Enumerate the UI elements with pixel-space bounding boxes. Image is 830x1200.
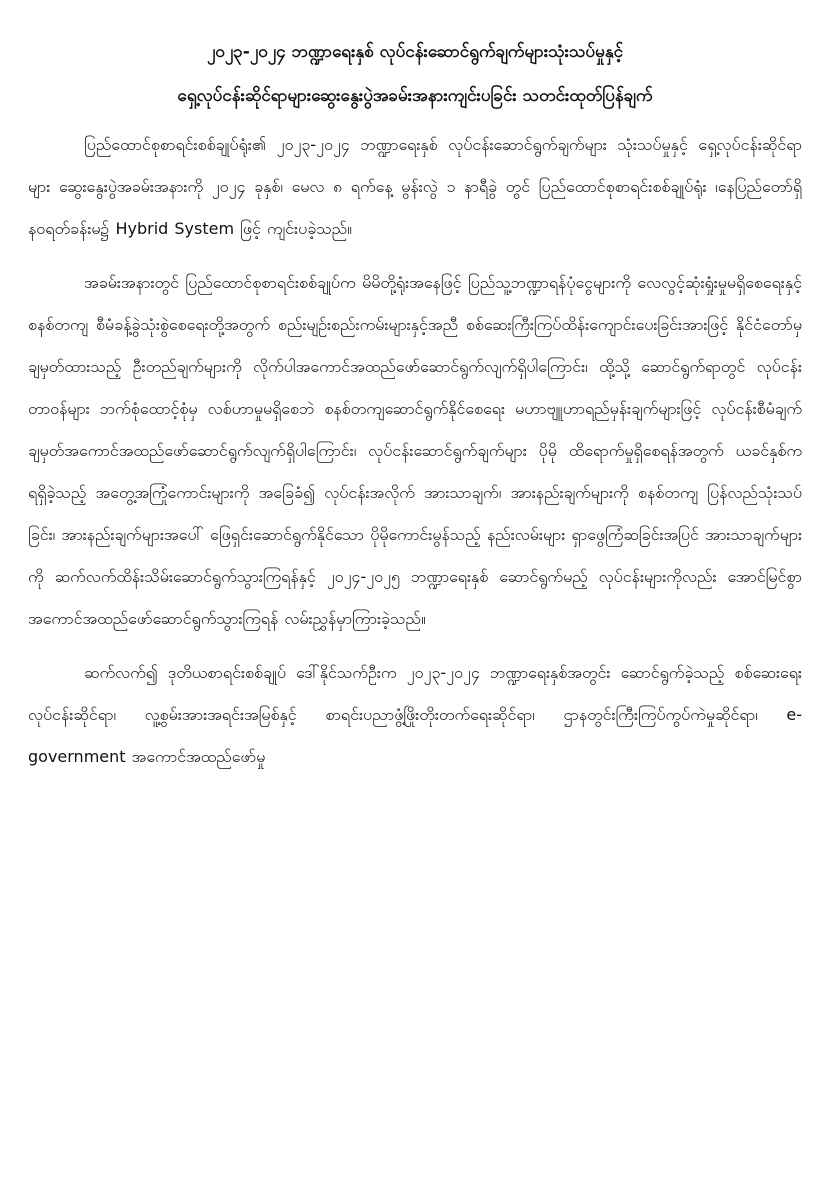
paragraph-2: အခမ်းအနားတွင် ပြည်ထောင်စုစာရင်းစစ်ချုပ်က မိမိတို့ရုံးအနေဖြင့် ပြည်သူ့ဘဏ္ဍာရန်ပုံငွေများကို လေလွင့်ဆုံးရှုံးမှုမရှိစေရေးနှင့် စနစ်တကျ စီမံခန့်ခွဲသုံးစွဲစေရေးတို့အတွက် စည်းမျဉ်းစည်းကမ်းများနှင့်အညီ စစ်ဆေးကြီးကြပ်ထိန်းကျောင်းပေးခြင်းအားဖြင့် နိုင်ငံတော်မှ ချမှတ်ထားသည့် ဦးတည်ချက်များကို လိုက်ပါအကောင်အထည်ဖော်ဆောင်ရွက်လျက်ရှိပါကြောင်း၊ ထို့သို့ ဆောင်ရွက်ရာတွင် လုပ်ငန်းတာဝန်များ ဘက်စုံထောင့်စုံမှ လစ်ဟာမှုမရှိစေဘဲ စနစ်တကျဆောင်ရွက်နိုင်စေရေး မဟာဗျူဟာရည်မှန်းချက်များဖြင့် လုပ်ငန်းစီမံချက် ချမှတ်အကောင်အထည်ဖော်ဆောင်ရွက်လျက်ရှိပါကြောင်း၊ လုပ်ငန်းဆောင်ရွက်ချက်များ ပိုမို ထိရောက်မှုရှိစေရန်အတွက် ယခင်နှစ်က ရရှိခဲ့သည့် အတွေ့အကြုံကောင်းများကို အခြေခံ၍ လုပ်ငန်းအလိုက် အားသာချက်၊ အားနည်းချက်များကို စနစ်တကျ ပြန်လည်သုံးသပ်ခြင်း၊ အားနည်းချက်များအပေါ် ဖြေရှင်းဆောင်ရွက်နိုင်သော ပိုမိုကောင်းမွန်သည့် နည်းလမ်းများ ရှာဖွေကြံဆခြင်းအပြင် အားသာချက်များကို ဆက်လက်ထိန်းသိမ်းဆောင်ရွက်သွားကြရန်နှင့် ၂၀၂၄-၂၀၂၅ ဘဏ္ဍာရေးနှစ် ဆောင်ရွက်မည့် လုပ်ငန်းများကိုလည်း အောင်မြင်စွာ အကောင်အထည်ဖော်ဆောင်ရွက်သွားကြရန် လမ်းညွှန်မှာကြားခဲ့သည်။ <box>28 273 802 628</box>
paragraph-1: ပြည်ထောင်စုစာရင်းစစ်ချုပ်ရုံး၏ ၂၀၂၃-၂၀၂၄ ဘဏ္ဍာရေးနှစ် လုပ်ငန်းဆောင်ရွက်ချက်များ သုံးသပ်မှုနှင့် ရှေ့လုပ်ငန်းဆိုင်ရာများ ဆွေးနွေးပွဲအခမ်းအနားကို ၂၀၂၄ ခုနှစ်၊ မေလ ၈ ရက်နေ့ မွန်းလွဲ ၁ နာရီခွဲ တွင် ပြည်ထောင်စုစာရင်းစစ်ချုပ်ရုံး ၊နေပြည်တော်ရှိ နဝရတ်ခန်းမ၌ Hybrid System ဖြင့် ကျင်းပခဲ့သည်။ <box>28 135 802 238</box>
document-title <box>28 30 802 118</box>
title-line-1: ၂၀၂၃-၂၀၂၄ ဘဏ္ဍာရေးနှစ် လုပ်ငန်းဆောင်ရွက်ချက်များသုံးသပ်မှုနှင့် <box>206 42 624 62</box>
title-line-2: ရှေ့လုပ်ငန်းဆိုင်ရာများဆွေးနွေးပွဲအခမ်းအနားကျင်းပခြင်း သတင်းထုတ်ပြန်ချက် <box>177 86 653 106</box>
paragraph-3: ဆက်လက်၍ ဒုတိယစာရင်းစစ်ချုပ် ဒေါ်နိုင်သက်ဦးက ၂၀၂၃-၂၀၂၄ ဘဏ္ဍာရေးနှစ်အတွင်း ဆောင်ရွက်ခဲ့သည့် စစ်ဆေးရေးလုပ်ငန်းဆိုင်ရာ၊ လူ့စွမ်းအားအရင်းအမြစ်နှင့် စာရင်းပညာဖွံ့ဖြိုးတိုးတက်ရေးဆိုင်ရာ၊ ဌာနတွင်းကြီးကြပ်ကွပ်ကဲမှုဆိုင်ရာ၊ e-government အကောင်အထည်ဖော်မှု <box>28 663 802 766</box>
